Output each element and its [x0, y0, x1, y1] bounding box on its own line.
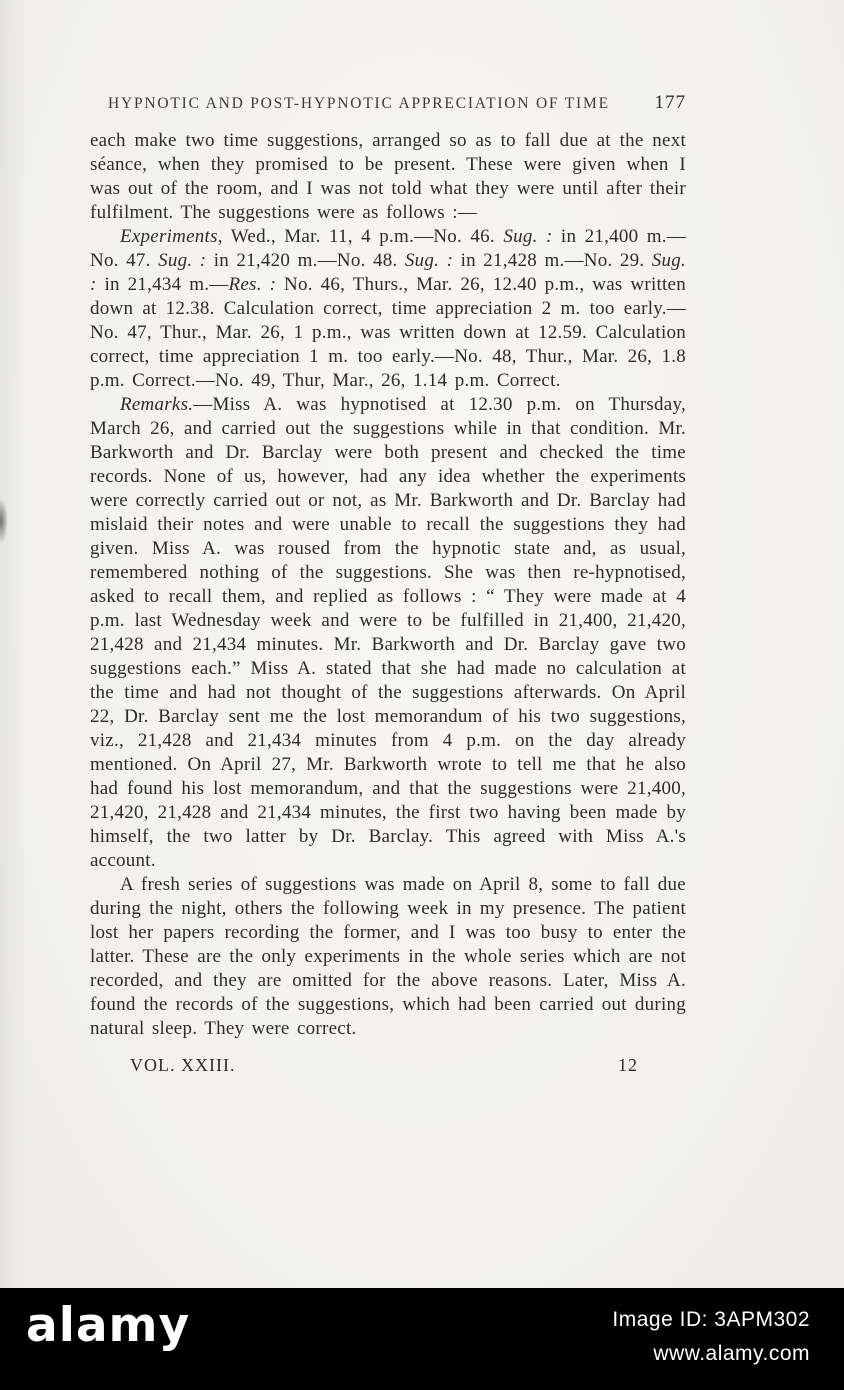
page-body [90, 129, 686, 1041]
paragraph-segment: in 21,434 m.— [96, 274, 229, 295]
paragraph-segment: A fresh series of suggestions was made on April 8, some to fall due during the night, others the following week in my presence. The patient lost her papers recording the former, and I was too busy to enter the latter. These are the only experiments in the whole series which are not recorded, and they are omitted for the above reasons. Later, Miss A. found the records of the suggestions, which had been carried out during natural sleep. They were correct. [90, 874, 686, 1039]
paragraph [90, 129, 686, 225]
paragraph-segment-italic: Sug. : [90, 250, 687, 295]
alamy-logo: alamy [26, 1298, 191, 1353]
website-url: www.alamy.com [653, 1342, 810, 1365]
paragraph-segment: in 21,420 m.—No. 48. [206, 250, 405, 271]
paragraph-segment-italic: Sug. : [158, 250, 207, 271]
watermark-info [612, 1303, 810, 1371]
volume-label: VOL. XXIII. [130, 1055, 236, 1075]
paragraph [90, 393, 686, 873]
running-header [90, 92, 686, 114]
paragraph-segment: No. 46, Thurs., Mar. 26, 12.40 p.m., was written down at 12.38. Calculation correct, time appreciation 2 m. too early.—No. 47, Thur., Mar. 26, 1 p.m., was written down at 12.59. Calculation correct, time appreciation 1 m. too early.—No. 48, Thur., Mar. 26, 1.8 p.m. Correct.—No. 49, Thur, Mar., 26, 1.14 p.m. Correct. [90, 274, 686, 391]
footer-page-number: 12 [618, 1055, 638, 1075]
image-id-label: Image ID: 3APM302 [612, 1308, 810, 1331]
header-page-number: 177 [654, 92, 686, 113]
paragraph-segment: in 21,400 m.—No. 47. [90, 226, 687, 271]
page-title: HYPNOTIC AND POST-HYPNOTIC APPRECIATION OF TIME [108, 95, 610, 112]
paragraph-segment-italic: Experiments [120, 226, 218, 247]
page-content [90, 92, 686, 1076]
paragraph [90, 873, 686, 1041]
paragraph-segment: in 21,428 m.—No. 29. [453, 250, 652, 271]
paragraph-segment-italic: Res. : [228, 274, 277, 295]
page-footer [90, 1055, 686, 1076]
paragraph-segment-italic: Sug. : [404, 250, 454, 271]
scan-artifact [0, 498, 8, 544]
paragraph-segment: , Wed., Mar. 11, 4 p.m.—No. 46. [217, 226, 504, 247]
paragraph [90, 225, 686, 393]
watermark-bar [0, 1288, 844, 1390]
paragraph-segment-italic: Sug. : [503, 226, 553, 247]
paragraph-segment-italic: Remarks. [120, 394, 194, 415]
paragraph-segment: —Miss A. was hypnotised at 12.30 p.m. on Thursday, March 26, and carried out the suggestions while in that condition. Mr. Barkworth and Dr. Barclay were both present and checked the time records. None of us, however, had any idea whether the experiments were correctly carried out or not, as Mr. Barkworth and Dr. Barclay had mislaid their notes and were unable to recall the suggestions they had given. Miss A. was roused from the hypnotic state and, as usual, remembered nothing of the suggestions. She was then re-hypnotised, asked to recall them, and replied as follows : “ They were made at 4 p.m. last Wednesday week and were to be fulfilled in 21,400, 21,420, 21,428 and 21,434 minutes. Mr. Barkworth and Dr. Barclay gave two suggestions each.” Miss A. stated that she had made no calculation at the time and had not thought of the suggestions afterwards. On April 22, Dr. Barclay sent me the lost memorandum of his two suggestions, viz., 21,428 and 21,434 minutes from 4 p.m. on the day already mentioned. On April 27, Mr. Barkworth wrote to tell me that he also had found his lost memorandum, and that the suggestions were 21,400, 21,420, 21,428 and 21,434 minutes, the first two having been made by himself, the two latter by Dr. Barclay. This agreed with Miss A.'s account. [90, 394, 686, 871]
paragraph-segment: each make two time suggestions, arranged so as to fall due at the next séance, when they promised to be present. These were given when I was out of the room, and I was not told what they were until after their fulfilment. The suggestions were as follows :— [90, 130, 686, 223]
